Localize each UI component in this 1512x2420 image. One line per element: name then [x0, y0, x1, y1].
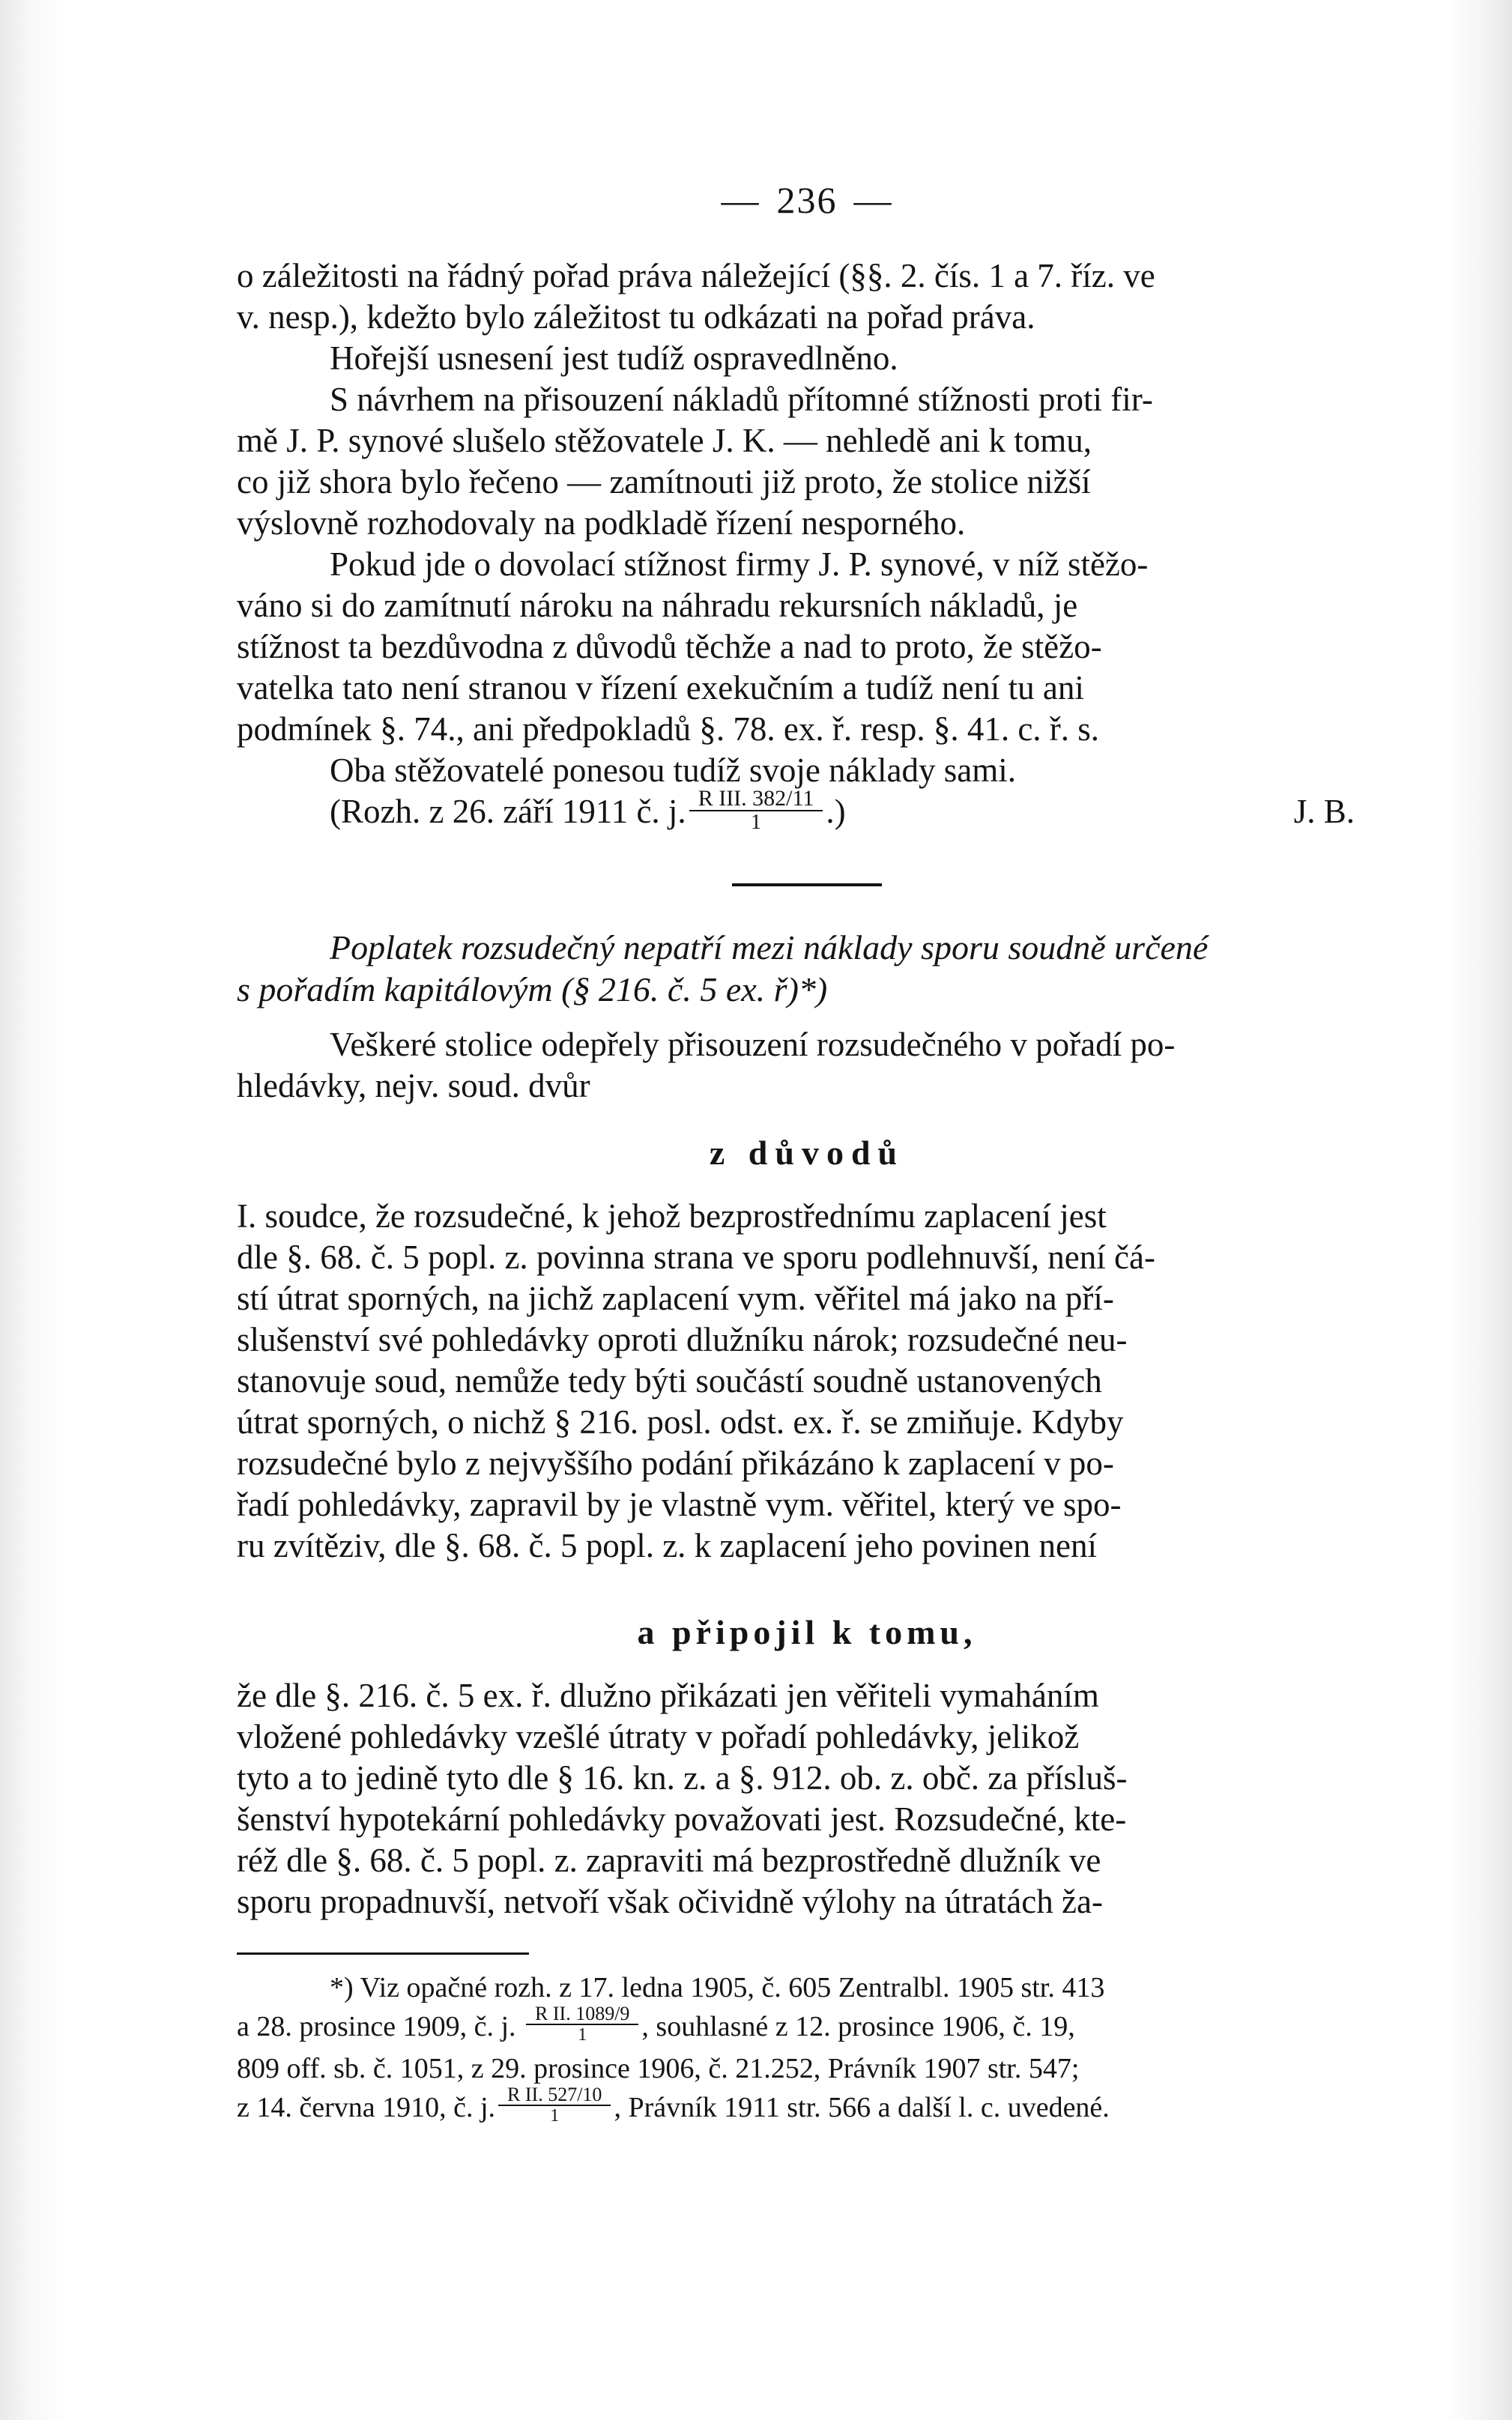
text-line: S návrhem na přisouzení nákladů přítomné stížnosti proti fir- — [330, 381, 1153, 418]
text-line: řadí pohledávky, zapravil by je vlastně vym. věřitel, který ve spo- — [237, 1485, 1122, 1523]
footnote-line-4-text — [237, 2084, 1110, 2130]
fraction-numerator: R III. 382/11 — [689, 787, 823, 811]
citation-line — [237, 785, 1377, 838]
text-line: mě J. P. synové slušelo stěžovatele J. K. — nehledě ani k tomu, — [237, 422, 1092, 459]
footnote-suffix: , souhlasné z 12. prosince 1906, č. 19, — [641, 2010, 1075, 2042]
paragraph-2 — [237, 338, 1377, 379]
text-line: ru zvítěziv, dle §. 68. č. 5 popl. z. k zaplacení jeho povinen není — [237, 1526, 1097, 1564]
footnote-suffix: , Právník 1911 str. 566 a další l. c. uvedené. — [614, 2091, 1110, 2123]
text-line: co již shora bylo řečeno — zamítnouti již proto, že stolice nižší — [237, 463, 1091, 500]
citation-suffix: .) — [826, 793, 846, 830]
heading-line: Poplatek rozsudečný nepatří mezi náklady sporu soudně určené — [330, 928, 1209, 967]
page-number-line — [237, 180, 1377, 221]
section-heading-added: a připojil k tomu, — [637, 1612, 977, 1651]
case-heading — [237, 927, 1377, 1011]
text-line: dle §. 68. č. 5 popl. z. povinna strana ve sporu podlehnuvší, není čá- — [237, 1238, 1155, 1276]
footnote-line: *) Viz opačné rozh. z 17. ledna 1905, č. 605 Zentralbl. 1905 str. 413 — [330, 1971, 1105, 2003]
paragraph-5 — [237, 750, 1377, 791]
text-line: I. soudce, že rozsudečné, k jehož bezprostřednímu zaplacení jest — [237, 1197, 1107, 1235]
paragraph-6 — [237, 1024, 1377, 1107]
dash-left: — — [721, 179, 760, 221]
footnote-fraction — [526, 2004, 638, 2045]
text-line: útrat sporných, o nichž § 216. posl. odst. ex. ř. se zmiňuje. Kdyby — [237, 1403, 1124, 1441]
text-line: sporu propadnuvší, netvoří však očividně výlohy na útratách ža- — [237, 1882, 1103, 1920]
fraction-denominator: 1 — [751, 810, 762, 834]
paragraph-1 — [237, 255, 1377, 338]
footnote-rule — [237, 1952, 529, 1955]
text-line: stanovuje soud, nemůže tedy býti součástí soudně ustanovených — [237, 1361, 1102, 1400]
text-line: Veškeré stolice odepřely přisouzení rozsudečného v pořadí po- — [330, 1025, 1176, 1063]
text-line: Pokud jde o dovolací stížnost firmy J. P. synové, v níž stěžo- — [330, 545, 1149, 583]
citation-text — [330, 785, 846, 838]
fraction-denominator: 1 — [578, 2024, 587, 2045]
footnote-line — [237, 2084, 1377, 2130]
text-line: Oba stěžovatelé ponesou tudíž svoje náklady sami. — [330, 751, 1016, 789]
text-line: stí útrat sporných, na jichž zaplacení vym. věřitel má jako na pří- — [237, 1279, 1114, 1317]
section-divider — [732, 883, 882, 886]
text-line: hledávky, nejv. soud. dvůr — [237, 1066, 590, 1104]
text-line: tyto a to jedině tyto dle § 16. kn. z. a §. 912. ob. z. obč. za přísluš- — [237, 1758, 1128, 1797]
footnote — [237, 1968, 1377, 2131]
text-line: váno si do zamítnutí nároku na náhradu rekursních nákladů, je — [237, 587, 1078, 624]
text-line: rozsudečné bylo z nejvyššího podání přikázáno k zaplacení v po- — [237, 1444, 1114, 1482]
footnote-line: 809 off. sb. č. 1051, z 29. prosince 1906, č. 21.252, Právník 1907 str. 547; — [237, 2052, 1080, 2084]
paragraph-7 — [237, 1196, 1377, 1567]
footnote-prefix: a 28. prosince 1909, č. j. — [237, 2010, 516, 2042]
fraction-denominator: 1 — [550, 2106, 560, 2126]
text-line: výslovně rozhodovaly na podkladě řízení nesporného. — [237, 504, 966, 542]
text-line: stížnost ta bezdůvodna z důvodů těchže a nad to proto, že stěžo- — [237, 628, 1102, 665]
text-line: vatelka tato není stranou v řízení exekučním a tudíž není tu ani — [237, 669, 1084, 707]
heading-line: s pořadím kapitálovým (§ 216. č. 5 ex. ř)*) — [237, 969, 828, 1008]
paragraph-3 — [237, 379, 1377, 544]
citation-fraction — [689, 787, 823, 834]
citation-prefix: (Rozh. z 26. září 1911 č. j. — [330, 793, 686, 830]
section-heading-reasons: z důvodů — [709, 1133, 905, 1172]
text-line: Hořejší usnesení jest tudíž ospravedlněno. — [330, 339, 898, 377]
text-line: že dle §. 216. č. 5 ex. ř. dlužno přikázati jen věřiteli vymaháním — [237, 1676, 1099, 1714]
paragraph-4 — [237, 544, 1377, 750]
footnote-line-2-text — [237, 2002, 1075, 2049]
fraction-numerator: R II. 1089/9 — [526, 2004, 638, 2025]
text-line: šenství hypotekární pohledávky považovati jest. Rozsudečné, kte- — [237, 1800, 1127, 1838]
footnote-fraction — [498, 2085, 611, 2126]
text-line: o záležitosti na řádný pořad práva náležející (§§. 2. čís. 1 a 7. říz. ve — [237, 257, 1155, 294]
footnote-line — [237, 2002, 1377, 2049]
page-number: 236 — [776, 179, 838, 221]
text-line: v. nesp.), kdežto bylo záležitost tu odkázati na pořad práva. — [237, 298, 1035, 336]
paragraph-8 — [237, 1675, 1377, 1923]
citation-author: J. B. — [1293, 793, 1355, 830]
footnote-prefix: z 14. června 1910, č. j. — [237, 2091, 496, 2123]
text-line: podmínek §. 74., ani předpokladů §. 78. ex. ř. resp. §. 41. c. ř. s. — [237, 710, 1100, 748]
page-text — [237, 180, 1377, 2130]
text-line: slušenství své pohledávky oproti dlužníku nárok; rozsudečné neu- — [237, 1320, 1128, 1358]
dash-right: — — [853, 179, 893, 221]
text-line: vložené pohledávky vzešlé útraty v pořadí pohledávky, jelikož — [237, 1717, 1080, 1755]
fraction-numerator: R II. 527/10 — [498, 2085, 611, 2106]
text-line: réž dle §. 68. č. 5 popl. z. zapraviti má bezprostředně dlužník ve — [237, 1841, 1101, 1879]
